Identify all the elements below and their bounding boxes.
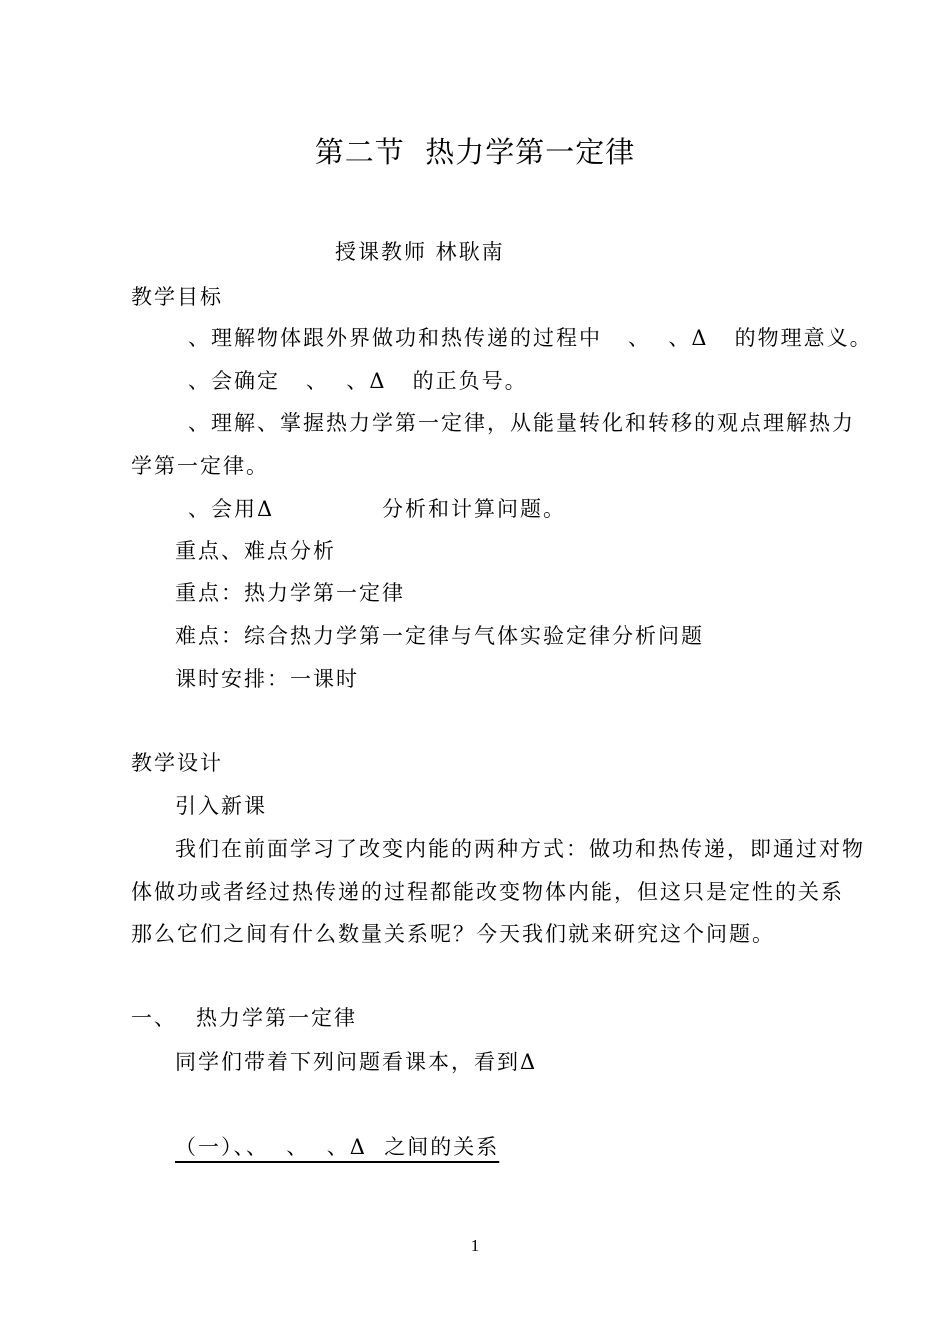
- design-heading: 教学设计: [131, 751, 223, 775]
- page-number: 1: [470, 1236, 480, 1255]
- teacher-line: 授课教师 林耿南: [335, 240, 505, 264]
- section-1-text: 同学们带着下列问题看课本，看到Δ: [175, 1050, 538, 1074]
- section-1-title: 热力学第一定律: [196, 1006, 357, 1030]
- goal-3-line-2: 学第一定律。: [131, 454, 269, 478]
- schedule-line: 课时安排：一课时: [175, 667, 359, 691]
- keypoints-heading: 重点、难点分析: [175, 539, 336, 563]
- difficulty-line: 难点：综合热力学第一定律与气体实验定律分析问题: [175, 624, 704, 648]
- keypoint-line: 重点：热力学第一定律: [175, 581, 405, 605]
- intro-paragraph-line-2: 体做功或者经过热传递的过程都能改变物体内能，但这只是定性的关系: [131, 880, 844, 904]
- document-title: 第二节 热力学第一定律: [314, 135, 636, 169]
- goal-3-line-1: 、理解、掌握热力学第一定律，从能量转化和转移的观点理解热力: [188, 411, 855, 435]
- section-1-number: 一、: [131, 1006, 177, 1030]
- goal-4-part-2: 分析和计算问题。: [382, 497, 566, 521]
- goals-heading: 教学目标: [131, 285, 223, 309]
- intro-heading: 引入新课: [175, 794, 267, 818]
- intro-paragraph-line-1: 我们在前面学习了改变内能的两种方式：做功和热传递，即通过对物: [175, 837, 865, 861]
- intro-paragraph-line-3: 那么它们之间有什么数量关系呢？今天我们就来研究这个问题。: [131, 922, 775, 946]
- goal-2: 、会确定 、 、Δ 的正负号。: [188, 369, 528, 393]
- goal-1: 、理解物体跟外界做功和热传递的过程中 、 、Δ 的物理意义。: [188, 326, 873, 350]
- goal-4-part-1: 、会用Δ: [188, 497, 275, 521]
- subsection-1-heading: （一）、、 、 、Δ 之间的关系: [175, 1135, 500, 1159]
